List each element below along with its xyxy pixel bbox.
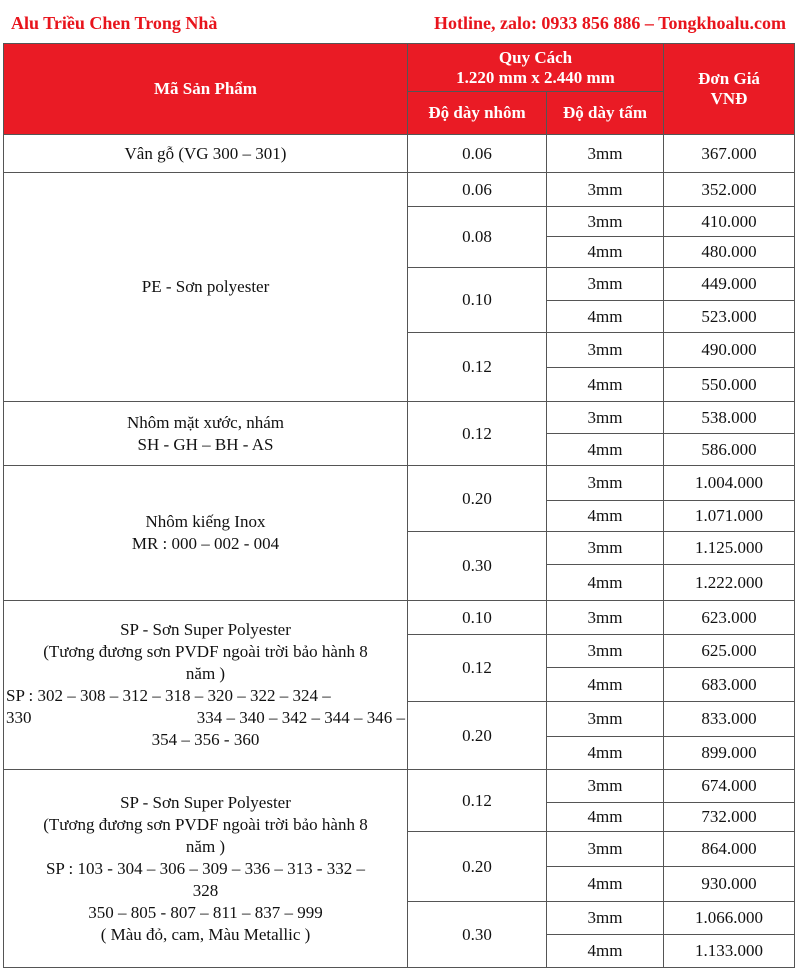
product-line: (Tương đương sơn PVDF ngoài trời bảo hành 8 xyxy=(43,814,368,834)
header-spec-label: Quy Cách xyxy=(498,47,573,67)
table-body xyxy=(4,135,795,968)
panel-thickness-cell: 3mm xyxy=(547,402,664,434)
product-cell xyxy=(4,601,408,770)
table-row xyxy=(4,173,795,207)
price-table xyxy=(3,43,795,968)
product-cell xyxy=(4,466,408,601)
panel-thickness-cell: 3mm xyxy=(547,532,664,565)
product-cell xyxy=(4,173,408,402)
product-line: SH - GH – BH - AS xyxy=(137,434,274,454)
price-cell: 625.000 xyxy=(664,635,795,668)
price-cell: 490.000 xyxy=(664,333,795,368)
alu-thickness-cell: 0.10 xyxy=(408,601,547,635)
panel-thickness-cell: 3mm xyxy=(547,268,664,301)
panel-thickness-cell: 3mm xyxy=(547,635,664,668)
panel-thickness-cell: 4mm xyxy=(547,434,664,466)
alu-thickness-cell: 0.20 xyxy=(408,702,547,770)
product-line: Nhôm mặt xước, nhám xyxy=(126,412,284,432)
price-cell: 1.004.000 xyxy=(664,466,795,501)
panel-thickness-cell: 3mm xyxy=(547,135,664,173)
price-cell: 683.000 xyxy=(664,668,795,702)
product-line: PE - Sơn polyester xyxy=(141,277,270,296)
panel-thickness-cell: 3mm xyxy=(547,601,664,635)
price-cell: 930.000 xyxy=(664,867,795,902)
alu-thickness-cell: 0.12 xyxy=(408,333,547,402)
product-line: Nhôm kiếng Inox xyxy=(145,512,266,531)
header-alu-thickness: Độ dày nhôm xyxy=(408,92,547,135)
product-code-split-line xyxy=(6,707,405,729)
header-panel-thickness: Độ dày tấm xyxy=(547,92,664,135)
price-cell: 449.000 xyxy=(664,268,795,301)
product-line: SP : 103 - 304 – 306 – 309 – 336 – 313 - 332 – xyxy=(45,858,366,878)
price-cell: 674.000 xyxy=(664,770,795,803)
price-cell: 864.000 xyxy=(664,832,795,867)
product-code-tail: 354 – 356 - 360 xyxy=(151,730,260,749)
price-cell: 623.000 xyxy=(664,601,795,635)
panel-thickness-cell: 3mm xyxy=(547,173,664,207)
panel-thickness-cell: 4mm xyxy=(547,368,664,402)
alu-thickness-cell: 0.30 xyxy=(408,532,547,601)
price-cell: 833.000 xyxy=(664,702,795,737)
price-sheet xyxy=(3,3,794,964)
table-row xyxy=(4,402,795,434)
panel-thickness-cell: 3mm xyxy=(547,702,664,737)
panel-thickness-cell: 3mm xyxy=(547,207,664,237)
panel-thickness-cell: 4mm xyxy=(547,935,664,968)
product-line: Vân gỗ (VG 300 – 301) xyxy=(124,143,287,163)
price-cell: 586.000 xyxy=(664,434,795,466)
panel-thickness-cell: 4mm xyxy=(547,668,664,702)
panel-thickness-cell: 4mm xyxy=(547,867,664,902)
alu-thickness-cell: 0.30 xyxy=(408,902,547,968)
product-line: năm ) xyxy=(185,664,226,683)
header-spec-size: 1.220 mm x 2.440 mm xyxy=(456,67,615,87)
panel-thickness-cell: 3mm xyxy=(547,333,664,368)
price-cell: 1.133.000 xyxy=(664,935,795,968)
table-header xyxy=(4,44,795,135)
product-cell xyxy=(4,402,408,466)
header-product: Mã Sản Phẩm xyxy=(4,44,408,135)
header-price xyxy=(664,44,795,135)
price-cell: 1.125.000 xyxy=(664,532,795,565)
sheet-title: Alu Triều Chen Trong Nhà xyxy=(11,13,218,33)
panel-thickness-cell: 4mm xyxy=(547,565,664,601)
alu-thickness-cell: 0.12 xyxy=(408,635,547,702)
product-line: MR : 000 – 002 - 004 xyxy=(131,534,280,553)
table-row xyxy=(4,770,795,803)
price-cell: 1.071.000 xyxy=(664,501,795,532)
alu-thickness-cell: 0.06 xyxy=(408,135,547,173)
panel-thickness-cell: 4mm xyxy=(547,237,664,268)
panel-thickness-cell: 3mm xyxy=(547,902,664,935)
alu-thickness-cell: 0.12 xyxy=(408,770,547,832)
alu-thickness-cell: 0.06 xyxy=(408,173,547,207)
price-cell: 1.066.000 xyxy=(664,902,795,935)
table-row xyxy=(4,466,795,501)
price-cell: 367.000 xyxy=(664,135,795,173)
alu-thickness-cell: 0.20 xyxy=(408,832,547,902)
price-cell: 899.000 xyxy=(664,737,795,770)
panel-thickness-cell: 4mm xyxy=(547,301,664,333)
product-line: 350 – 805 - 807 – 811 – 837 – 999 xyxy=(88,902,323,922)
price-cell: 1.222.000 xyxy=(664,565,795,601)
product-code-right: 334 – 340 – 342 – 344 – 346 – xyxy=(196,708,405,727)
price-cell: 410.000 xyxy=(664,207,795,237)
price-cell: 732.000 xyxy=(664,803,795,832)
price-cell: 538.000 xyxy=(664,402,795,434)
product-code-left: 330 xyxy=(6,708,32,727)
price-cell: 550.000 xyxy=(664,368,795,402)
price-cell: 352.000 xyxy=(664,173,795,207)
product-line: (Tương đương sơn PVDF ngoài trời bảo hành 8 xyxy=(43,642,368,661)
panel-thickness-cell: 3mm xyxy=(547,832,664,867)
product-cell xyxy=(4,770,408,968)
alu-thickness-cell: 0.10 xyxy=(408,268,547,333)
header-spec xyxy=(408,44,664,92)
product-cell xyxy=(4,135,408,173)
panel-thickness-cell: 3mm xyxy=(547,770,664,803)
alu-thickness-cell: 0.20 xyxy=(408,466,547,532)
table-row xyxy=(4,601,795,635)
header-price-label: Đơn Giá xyxy=(698,69,760,88)
product-line: SP - Sơn Super Polyester xyxy=(120,792,291,812)
hotline-text: Hotline, zalo: 0933 856 886 – Tongkhoalu.com xyxy=(433,13,786,33)
panel-thickness-cell: 4mm xyxy=(547,803,664,832)
panel-thickness-cell: 3mm xyxy=(547,466,664,501)
product-line: 328 xyxy=(192,880,219,900)
price-cell: 523.000 xyxy=(664,301,795,333)
price-cell: 480.000 xyxy=(664,237,795,268)
product-code-line: SP : 302 – 308 – 312 – 318 – 320 – 322 – 324 – xyxy=(6,686,331,705)
alu-thickness-cell: 0.12 xyxy=(408,402,547,466)
product-line: năm ) xyxy=(185,836,226,856)
product-line: SP - Sơn Super Polyester xyxy=(120,620,291,639)
panel-thickness-cell: 4mm xyxy=(547,737,664,770)
panel-thickness-cell: 4mm xyxy=(547,501,664,532)
table-row xyxy=(4,135,795,173)
product-line: ( Màu đỏ, cam, Màu Metallic ) xyxy=(100,924,311,944)
alu-thickness-cell: 0.08 xyxy=(408,207,547,268)
header-price-unit: VNĐ xyxy=(710,89,748,108)
